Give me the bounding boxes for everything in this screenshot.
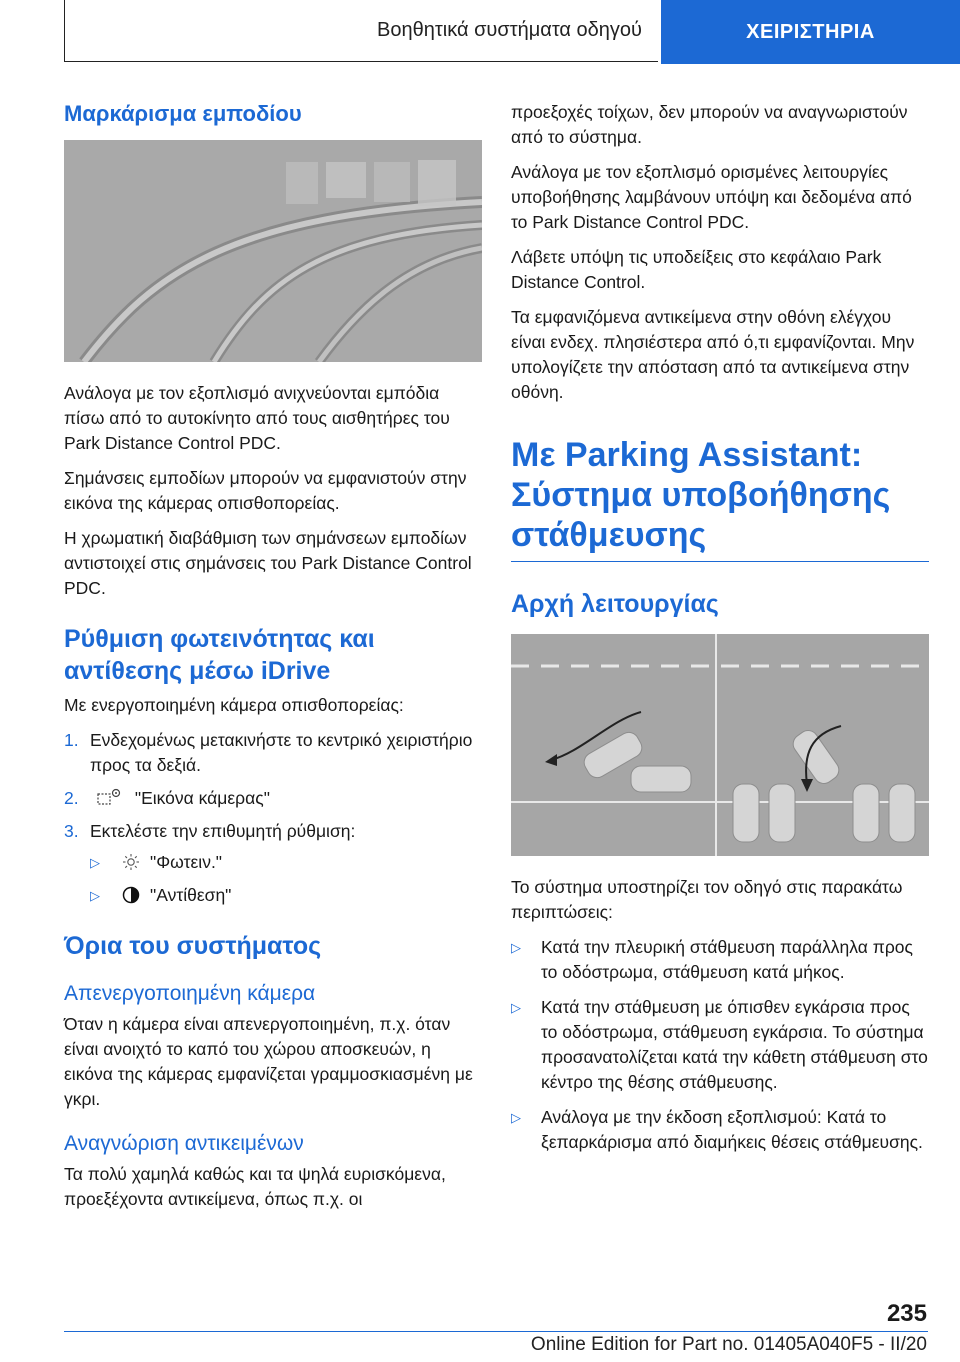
chapter-tab[interactable]: ΧΕΙΡΙΣΤΗΡΙΑ [661,0,960,64]
list-item-text: Κατά την πλευρική στάθμευση παράλληλα προς το οδόστρωμα, στάθμευση κατά μήκος. [541,937,913,982]
paragraph: Τα πολύ χαμηλά καθώς και τα ψηλά ευρισκόμενα, προεξέχοντα αντικείμενα, όπως π.χ. οι [64,1164,446,1209]
footer-divider [64,1331,928,1332]
triangle-bullet-icon: ▷ [511,940,521,955]
heading-parking-assistant: Με Parking Assistant: Σύστημα υποβοήθησης στάθμευσης [511,435,929,562]
triangle-bullet-icon: ▷ [90,888,100,903]
right-column [511,100,929,1165]
list-item-text: Ανάλογα με την έκδοση εξοπλισμού: Κατά το ξεπαρκάρισμα από διαμήκεις θέσεις στάθμευσης. [541,1107,923,1152]
list-item-text: Κατά την στάθμευση με όπισθεν εγκάρσια προς το οδόστρωμα, στάθμευση εγκάρσια. Το σύστημα προσανατολίζεται κατά την κάθετη στάθμευση στο κέντρο της θέσης στάθμευσης. [541,997,928,1092]
page-header [64,0,960,64]
paragraph: Λάβετε υπόψη τις υποδείξεις στο κεφάλαιο Park Distance Control. [511,247,882,292]
parking-illustration [511,634,929,856]
obstacle-marking-image [64,140,482,362]
paragraph: Τα εμφανιζόμενα αντικείμενα στην οθόνη ελέγχου είναι ενδεχ. πλησιέστερα από ό,τι εμφανίζονται. Μην υπολογίζετε την απόσταση από τα αντικείμενα στην οθόνη. [511,307,915,402]
list-item [511,1105,929,1155]
paragraph: Σημάνσεις εμποδίων μπορούν να εμφανιστούν στην εικόνα της κάμερας οπισθοπορείας. [64,468,467,513]
triangle-bullet-icon: ▷ [511,1110,521,1125]
paragraph: Το σύστημα υποστηρίζει τον οδηγό στις παρακάτω περιπτώσεις: [511,877,903,922]
camera-icon [96,787,122,807]
list-item [511,935,929,985]
heading-brightness-contrast: Ρύθμιση φωτεινότητας και αντίθεσης μέσω iDrive [64,625,375,685]
page-number: 235 [886,1300,927,1327]
step-number: 1. [64,730,79,750]
option-brightness [90,850,482,875]
step-number: 3. [64,821,79,841]
heading-object-detection: Αναγνώριση αντικειμένων [64,1132,304,1155]
left-column [64,100,482,1222]
triangle-bullet-icon: ▷ [511,1000,521,1015]
paragraph: Ανάλογα με τον εξοπλισμό ορισμένες λειτουργίες υποβοήθησης λαμβάνουν υπόψη και δεδομένα από το Park Distance Control PDC. [511,162,912,232]
option-contrast [90,883,482,908]
paragraph: Με ενεργοποιημένη κάμερα οπισθοπορείας: [64,695,404,715]
step-item [64,728,482,778]
paragraph: προεξοχές τοίχων, δεν μπορούν να αναγνωριστούν από το σύστημα. [511,102,908,147]
bullet-list [511,935,929,1155]
setting-options [90,850,482,908]
option-label: "Αντίθεση" [150,885,232,905]
step-text: "Εικόνα κάμερας" [134,788,270,808]
footer-edition: Online Edition for Part no. 01405A040F5 - II/20 [530,1334,927,1355]
contrast-icon [122,886,140,904]
step-number: 2. [64,788,79,808]
step-text: Ενδεχομένως μετακινήστε το κεντρικό χειριστήριο προς τα δεξιά. [90,730,473,775]
paragraph: Ανάλογα με τον εξοπλισμό ανιχνεύονται εμπόδια πίσω από το αυτοκίνητο από τους αισθητήρες του Park Distance Control PDC. [64,383,450,453]
heading-obstacle-marking: Μαρκάρισμα εμποδίου [64,101,302,126]
paragraph: Η χρωματική διαβάθμιση των σημάνσεων εμποδίων αντιστοιχεί στις σημάνσεις του Park Distance Control PDC. [64,528,472,598]
step-text: Εκτελέστε την επιθυμητή ρύθμιση: [90,821,356,841]
triangle-bullet-icon: ▷ [90,855,100,870]
step-item [64,786,482,811]
paragraph: Όταν η κάμερα είναι απενεργοποιημένη, π.χ. όταν είναι ανοιχτό το καπό του χώρου αποσκευών, η εικόνα της κάμερας εμφανίζεται γραμμοσκιασμένη με γκρι. [64,1014,473,1109]
section-title: Βοηθητικά συστήματα οδηγού [64,0,658,62]
step-item [64,819,482,908]
heading-operating-principle: Αρχή λειτουργίας [511,590,719,618]
sun-icon [122,853,140,871]
heading-deactivated-camera: Απενεργοποιημένη κάμερα [64,982,316,1005]
heading-system-limits: Όρια του συστήματος [64,932,322,960]
steps-list [64,728,482,908]
option-label: "Φωτειν." [150,852,223,872]
list-item [511,995,929,1095]
